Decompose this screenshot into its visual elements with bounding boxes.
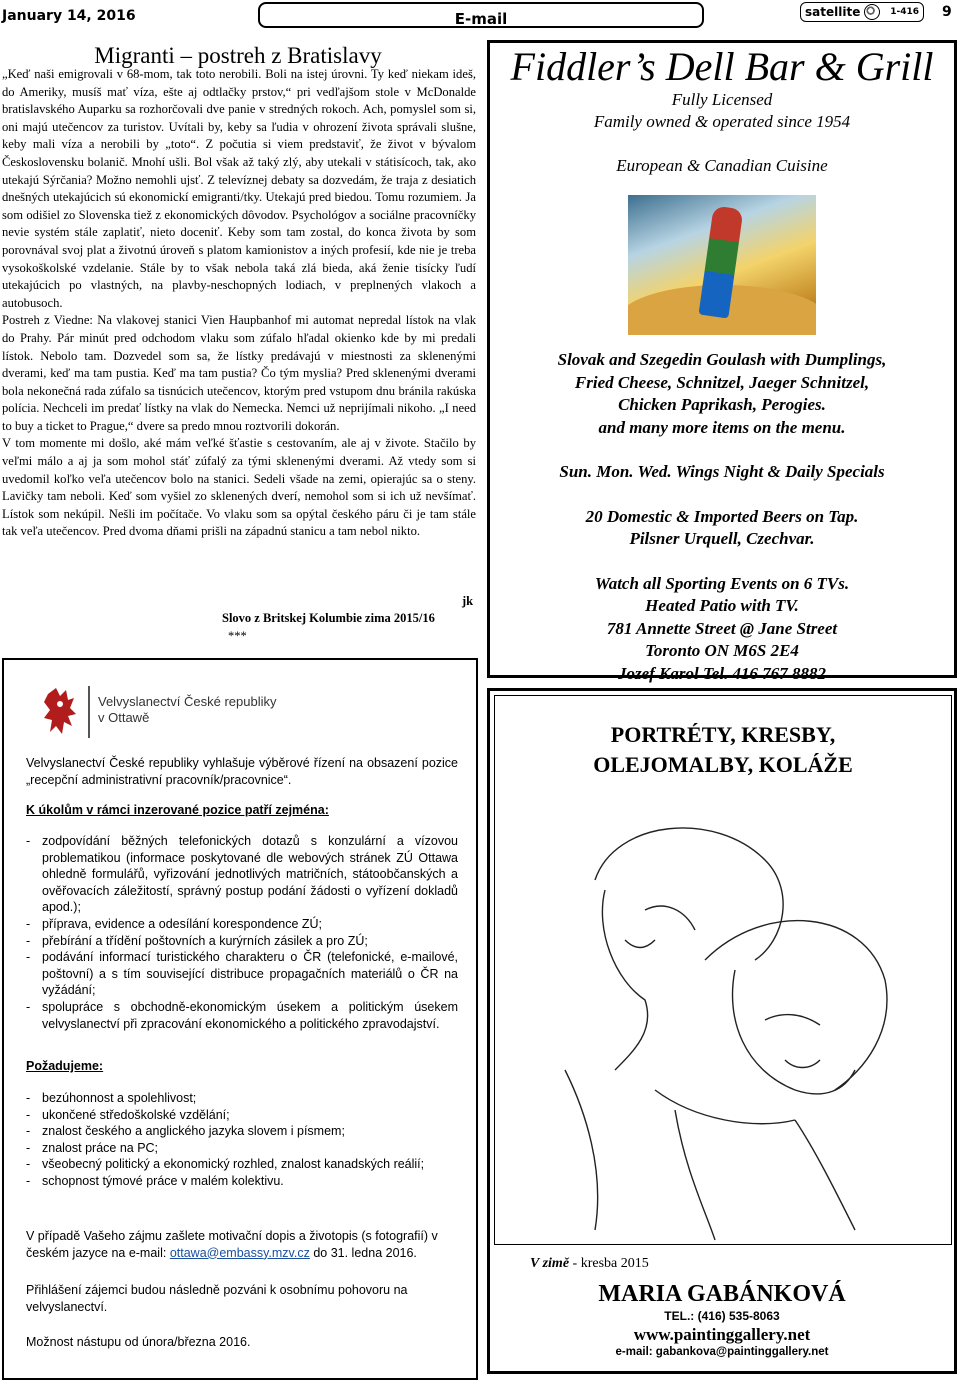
list-item: - schopnost týmové práce v malém kolektivu.: [26, 1173, 458, 1190]
embassy-ad: [2, 658, 478, 1380]
logo-name: satellite: [805, 5, 861, 19]
article-paragraph: Postreh z Viedne: Na vlakovej stanici Vien Haupbanhof mi automat nepredal lístok na vlak do Prahy. Pár minút pred odchodom vlaku som zúfalo hľadal okienko kde by mi predali lístok. Nebolo tam. Dozvedel som sa, že lístky predávajú v miestnosti za sklenenými dverami, keď ma tam pustia. Keď ma tam pustia? Čo tým myslia? Pred sklenenými dverami bola nekonečná rada zúfalo sa tisnúcich utečencov, ktorým pred vstupom dnu bránila rakúska polícia. Nechceli im predať lístky na vlak do Nemecka. Nemci už neprijímali nikoho. „I need to buy a ticket to Prague,“ dvere sa predo mnou roztvorili dokorán.: [2, 313, 476, 433]
page-number: 9: [942, 4, 952, 20]
ad-since: Family owned & operated since 1954: [593, 112, 851, 131]
beer-line: 20 Domestic & Imported Beers on Tap.: [585, 506, 859, 526]
globe-icon: [864, 4, 880, 20]
info-line: Watch all Sporting Events on 6 TVs.: [594, 573, 850, 593]
logo-number: 1-416: [890, 7, 919, 17]
tasks-list: [26, 833, 458, 1032]
embassy-logo: [42, 686, 342, 746]
article-paragraph: „Keď naši emigrovali v 68-mom, tak toto nerobili. Boli na istej úrovni. Ty keď niekam ideš, do Ameriky, musíš mať víza, ešte aj odtlačky prstov,“ pri vedľajšom stole v McDonalde bratislavského Auparku sa rozhorčovali dve panie v stredných rokoch. Ach, pomyslel som si, oni majú utečencov za turistov. Uvítali by, keby sa ľudia v ohrození života správali slušne, keby mali víza a nerobili by „toto“. Z počutia si viem predstaviť, že život v bývalom Československu bolanič. Mnohí ušli. Bol však až taký zlý, aby utekali v státisícoch, tak, ako utekajú Sýrčania? Možno nemohli ujsť. Z televíznej debaty sa dozvedám, že traja z desiatich dnešných utekajúcich sú ekonomickí emigranti/tky. Utekajú pred biedou. Tomu rozumiem. Ja som odišiel zo Slovenska tiež z ekonomických dôvodov. Psychológov a sociálne pracovníčky nevie systém stále zaplatiť, nieto doceniť. Keby som tam zostal, do konca života by som porovnával svoj plat a životnú úroveň s platom kamionistov a iných profesií, kde nie je treba vysokoškolské vzdelanie. Stále by to však nebola taká zlá bieda, aká ženie tisícky ľudí utekajúcich po vlastných, na plavby-neschopných lodiach, v preplnených vlakoch a autobusoch.: [2, 67, 476, 310]
info-line: Heated Patio with TV.: [645, 596, 799, 615]
ad-specials: Sun. Mon. Wed. Wings Night & Daily Specials: [559, 462, 885, 481]
article-separator: ***: [228, 629, 247, 643]
gallery-title-line: OLEJOMALBY, KOLÁŽE: [593, 752, 853, 777]
list-item: - ukončené středoškolské vzdělání;: [26, 1107, 458, 1124]
embassy-city: v Ottawě: [98, 710, 150, 725]
article-body: [2, 66, 476, 541]
article-title: Migranti – postreh z Bratislavy: [94, 43, 382, 68]
artist-website[interactable]: www.paintinggallery.net: [633, 1325, 811, 1344]
info-line: Toronto ON M6S 2E4: [645, 641, 799, 660]
apply-email-link[interactable]: ottawa@embassy.mzv.cz: [169, 1245, 310, 1260]
issue-date: January 14, 2016: [2, 8, 136, 24]
menu-line: Fried Cheese, Schnitzel, Jaeger Schnitzel,: [574, 372, 870, 392]
article-source: Slovo z Britskej Kolumbie zima 2015/16: [222, 611, 435, 625]
requirements-list: [26, 1090, 458, 1190]
beer-line: Pilsner Urquell, Czechvar.: [629, 529, 815, 548]
apply-text: V případě Vašeho zájmu zašlete motivační dopis a životopis (s fotografií) v českém jazyce na e-mail: ottawa@embassy.mzv.cz do 31. ledna 2016.: [26, 1229, 438, 1260]
fiddler-painting: [628, 195, 816, 335]
list-item: - příprava, evidence a odesílání korespondence ZÚ;: [26, 916, 458, 933]
interview-text: Přihlášení zájemci budou následně pozváni k osobnímu pohovoru na velvyslanectví.: [26, 1283, 408, 1314]
menu-line: Chicken Paprikash, Perogies.: [618, 395, 826, 414]
list-item: - bezúhonnost a spolehlivost;: [26, 1090, 458, 1107]
list-item: - spolupráce s obchodně-ekonomickým úsekem a politickým úsekem velvyslanectví při zpracování ekonomického a politického zpravodajství.: [26, 999, 458, 1032]
artist-phone: TEL.: (416) 535-8063: [664, 1309, 780, 1323]
list-item: - přebírání a třídění poštovních a kurýrních zásilek a pro ZÚ;: [26, 933, 458, 950]
ad-title: Fiddler’s Dell Bar & Grill: [510, 44, 934, 89]
czech-lion-emblem-icon: [42, 686, 80, 738]
info-line: Jozef Karol Tel. 416 767 8882: [617, 663, 827, 683]
start-date-text: Možnost nástupu od února/března 2016.: [26, 1335, 251, 1349]
tasks-heading: K úkolům v rámci inzerované pozice patří zejména:: [26, 803, 329, 817]
artist-name: MARIA GABÁNKOVÁ: [598, 1281, 846, 1307]
embassy-name: Velvyslanectví České republiky: [98, 694, 277, 709]
section-header: E-mail: [258, 2, 704, 28]
list-item: - zodpovídání běžných telefonických dotazů s konzulární a vízovou problematikou (informace poskytované dle webových stránek ZÚ Ottawa ohledně formulářů, vyřizování jednotlivých matričních, státoobčanských a ověřovacích záležitostí, správný postup podání žádosti o vyřízení dokladů apod.);: [26, 833, 458, 916]
gallery-frame: [494, 695, 952, 1245]
fiddlers-dell-ad: [487, 40, 957, 683]
ad-cuisine: European & Canadian Cuisine: [616, 156, 828, 175]
gallery-ad: [487, 688, 957, 1374]
info-line: 781 Annette Street @ Jane Street: [606, 618, 838, 638]
sketch-caption: V zimě - kresba 2015: [530, 1256, 649, 1271]
list-item: - všeobecný politický a ekonomický rozhled, znalost kanadských reálií;: [26, 1156, 458, 1173]
satellite-logo: [800, 2, 924, 22]
artist-email[interactable]: e-mail: gabankova@paintinggallery.net: [615, 1346, 829, 1358]
article-initials: jk: [462, 594, 474, 608]
menu-line: Slovak and Szegedin Goulash with Dumplings,: [557, 350, 887, 369]
ad-licensed: Fully Licensed: [671, 90, 773, 109]
requirements-heading: Požadujeme:: [26, 1059, 104, 1073]
ad-menu: [490, 349, 954, 685]
article-paragraph: V tom momente mi došlo, aké mám veľké šťastie s cestovaním, ale aj v živote. Stačilo by veľmi málo a aj ja som mohol stáť zúfalý za tými sklenenými dverami. Až vtedy som si uvedomil koľko veľa utečencov bolo na stanici. Sedeli všade na zemi, opierajúc sa o steny. Lavičky tam neboli. Keď som vyšiel zo sklenených dverí, nemohol som si ich už nevšímať. Lístok som nekúpil. Nešli im počítače. Vo vlaku som sa opýtal českého páru či je tam stále tak veľa utečencov. Pred dvoma dňami prišli na západnú stanicu a tam nebol nikto.: [2, 436, 476, 539]
list-item: - podávání informací turistického charakteru o ČR (telefonické, e-mailové, poštovní) a s tím související distribuce propagačních materiálů o ČR na vyžádání;: [26, 949, 458, 999]
menu-line: and many more items on the menu.: [598, 417, 846, 437]
gallery-title-line: PORTRÉTY, KRESBY,: [610, 722, 836, 747]
list-item: - znalost práce na PC;: [26, 1140, 458, 1157]
sketch-drawing: [535, 790, 915, 1242]
list-item: - znalost českého a anglického jazyka slovem i písmem;: [26, 1123, 458, 1140]
embassy-intro: Velvyslanectví České republiky vyhlašuje výběrové řízení na obsazení pozice „recepční administrativní pracovník/pracovnice“.: [26, 756, 458, 787]
